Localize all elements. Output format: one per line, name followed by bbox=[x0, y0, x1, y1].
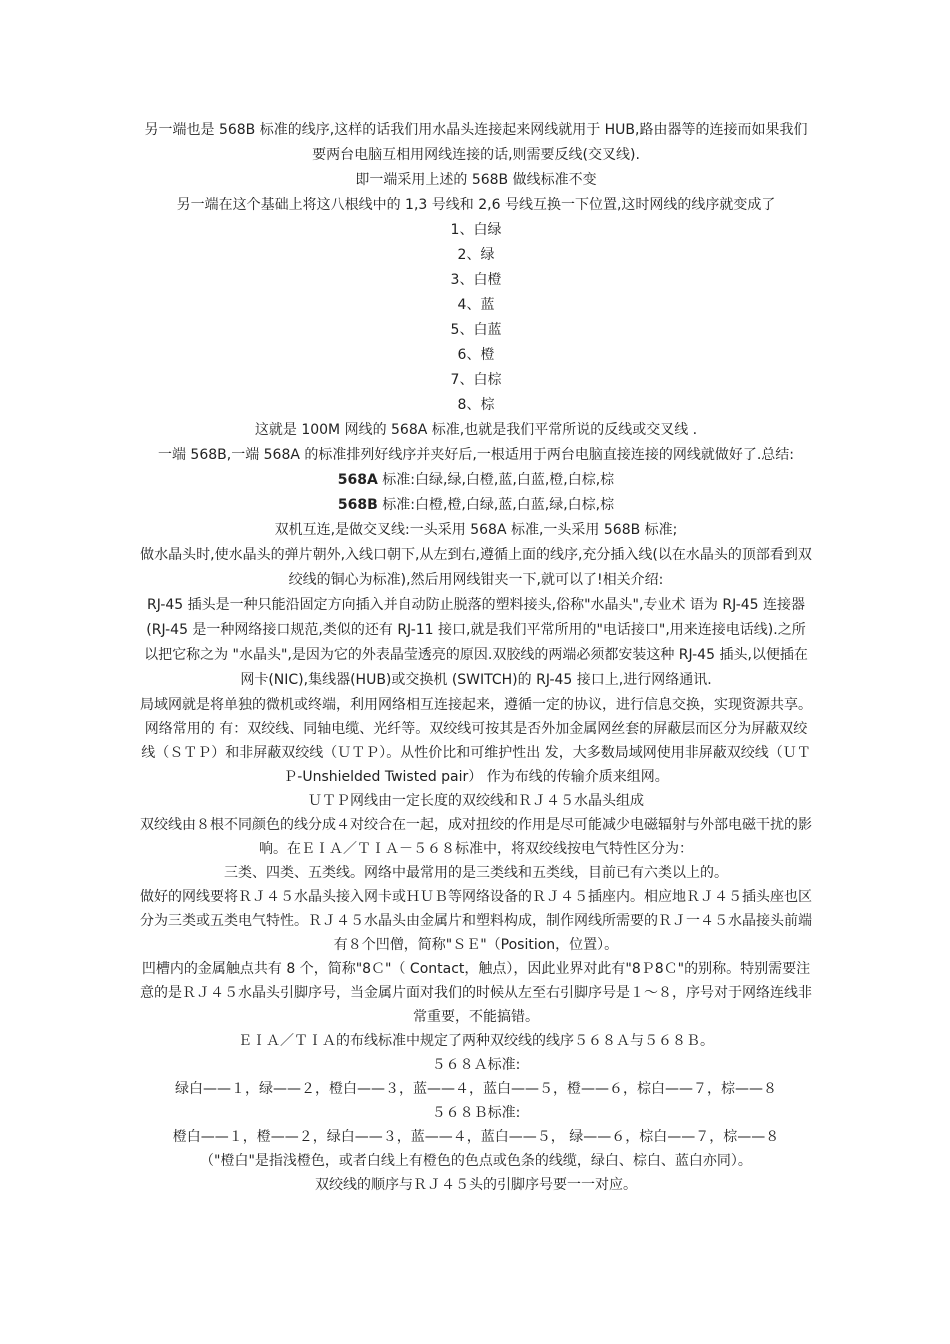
document-body bbox=[140, 118, 812, 1197]
body-paragraph: 局域网就是将单独的微机或终端，利用网络相互连接起来，遵循一定的协议，进行信息交换，实现资源共享。网络常用的 有：双绞线、同轴电缆、光纤等。双绞线可按其是否外加金属网丝套的屏蔽层而区分为屏蔽双绞线（ＳＴＰ）和非屏蔽双绞线（ＵＴＰ）。从性价比和可维护性出 发，大多数局域网使用非屏蔽双绞线（ＵＴＰ-Unshielded Twisted pair） 作为布线的传输介质来组网。 bbox=[140, 697, 812, 785]
body-paragraph: 三类、四类、五类线。网络中最常用的是三类线和五类线，目前已有六类以上的。 bbox=[224, 865, 728, 881]
wire-order-item: 4、蓝 bbox=[457, 297, 495, 313]
wire-order-item: 1、白绿 bbox=[450, 222, 502, 238]
body-paragraph: 绿白——１，绿——２，橙白——３，蓝——４，蓝白——５，橙——６，棕白——７，棕——８ bbox=[175, 1081, 777, 1097]
body-paragraph: 凹槽内的金属触点共有 8 个，简称"8Ｃ"（ Contact，触点），因此业界对此有"8Ｐ8Ｃ"的别称。特别需要注意的是ＲＪ４５水晶头引脚序号，当金属片面对我们的时候从左至右引脚序号是１～８，序号对于网络连线非常重要，不能搞错。 bbox=[140, 961, 812, 1025]
body-paragraph: ５６８Ｂ标准: bbox=[431, 1105, 521, 1121]
standard-text: 标准:白橙,橙,白绿,蓝,白蓝,绿,白棕,棕 bbox=[377, 497, 615, 513]
body-paragraph: 做好的网线要将ＲＪ４５水晶头接入网卡或ＨＵＢ等网络设备的ＲＪ４５插座内。相应地ＲＪ４５插头座也区分为三类或五类电气特性。ＲＪ４５水晶头由金属片和塑料构成，制作网线所需要的ＲＪ一４５水晶接头前端有８个凹僧，简称"ＳＥ"（Position，位置）。 bbox=[140, 889, 812, 953]
wire-order-item: 8、棕 bbox=[457, 397, 495, 413]
summary-paragraph: 这就是 100M 网线的 568A 标准,也就是我们平常所说的反线或交叉线 . bbox=[254, 422, 698, 438]
body-paragraph: 双绞线的顺序与ＲＪ４５头的引脚序号要一一对应。 bbox=[315, 1177, 637, 1193]
standard-label: 568A bbox=[337, 472, 378, 488]
body-paragraph: 双绞线由８根不同颜色的线分成４对绞合在一起，成对扭绞的作用是尽可能减少电磁辐射与外部电磁干扰的影响。在ＥＩＡ／ＴＩＡ－５６８标准中，将双绞线按电气特性区分为： bbox=[140, 817, 812, 857]
intro-paragraph: 即一端采用上述的 568B 做线标准不变 bbox=[355, 172, 597, 188]
standard-568a-line bbox=[140, 468, 812, 493]
wire-order-item: 2、绿 bbox=[457, 247, 495, 263]
wire-order-item: 7、白棕 bbox=[450, 372, 502, 388]
wire-order-item: 5、白蓝 bbox=[450, 322, 502, 338]
standard-text: 标准:白绿,绿,白橙,蓝,白蓝,橙,白棕,棕 bbox=[377, 472, 615, 488]
body-paragraph: 橙白——１，橙——２，绿白——３，蓝——４，蓝白——５， 绿——６，棕白——７，棕——８ bbox=[172, 1129, 780, 1145]
intro-paragraph: 另一端在这个基础上将这八根线中的 1,3 号线和 2,6 号线互换一下位置,这时网线的线序就变成了 bbox=[176, 197, 776, 213]
body-paragraph: 双机互连,是做交叉线:一头采用 568A 标准,一头采用 568B 标准; bbox=[274, 522, 678, 538]
wire-order-item: 6、橙 bbox=[457, 347, 495, 363]
intro-paragraph: 另一端也是 568B 标准的线序,这样的话我们用水晶头连接起来网线就用于 HUB,路由器等的连接而如果我们要两台电脑互相用网线连接的话,则需要反线(交叉线). bbox=[144, 122, 808, 163]
standard-568b-line bbox=[140, 493, 812, 518]
body-paragraph: 做水晶头时,使水晶头的弹片朝外,入线口朝下,从左到右,遵循上面的线序,充分插入线(以在水晶头的顶部看到双绞线的铜心为标准),然后用网线钳夹一下,就可以了!相关介绍: bbox=[140, 547, 812, 588]
summary-paragraph: 一端 568B,一端 568A 的标准排列好线序并夹好后,一根适用于两台电脑直接连接的网线就做好了.总结: bbox=[157, 447, 795, 463]
body-paragraph: ＥＩＡ／ＴＩＡ的布线标准中规定了两种双绞线的线序５６８Ａ与５６８Ｂ。 bbox=[238, 1033, 714, 1049]
body-paragraph: ＵＴＰ网线由一定长度的双绞线和ＲＪ４５水晶头组成 bbox=[308, 793, 644, 809]
body-paragraph: RJ-45 插头是一种只能沿固定方向插入并自动防止脱落的塑料接头,俗称"水晶头",专业术 语为 RJ-45 连接器(RJ-45 是一种网络接口规范,类似的还有 RJ-11 接口,就是我们平常所用的"电话接口",用来连接电话线).之所以把它称之为 "水晶头",是因为它的外表晶莹透亮的原因.双胶线的两端必须都安装这种 RJ-45 插头,以便插在网卡(NIC),集线器(HUB)或交换机 (SWITCH)的 RJ-45 接口上,进行网络通讯. bbox=[144, 597, 808, 688]
wire-order-item: 3、白橙 bbox=[450, 272, 502, 288]
standard-label: 568B bbox=[337, 497, 378, 513]
body-paragraph: ５６８Ａ标准: bbox=[431, 1057, 521, 1073]
body-paragraph: （"橙白"是指浅橙色，或者白线上有橙色的色点或色条的线缆，绿白、棕白、蓝白亦同）。 bbox=[200, 1153, 752, 1169]
